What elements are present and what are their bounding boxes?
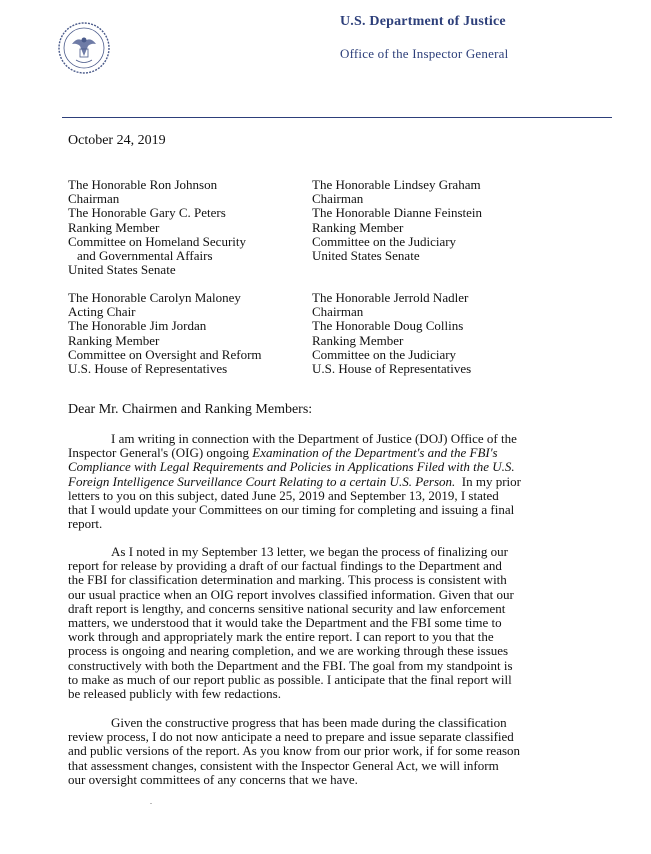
report-title-run: Examination of the Department's and the FBI's [252, 445, 498, 461]
scan-speck [150, 803, 152, 804]
paragraph-line: Given the constructive progress that has been made during the classification [111, 715, 507, 730]
paragraph-line: constructively with both the Department and the FBI. The goal from my standpoint is [68, 657, 513, 673]
addressee-line: The Honorable Jim Jordan [68, 318, 207, 334]
addressee-block-house-judiciary [312, 291, 471, 376]
addressee-line: Chairman [312, 304, 364, 320]
paragraph-line: and public versions of the report. As you know from our prior work, if for some reason [68, 743, 521, 759]
addressee-line: Ranking Member [312, 332, 404, 348]
doj-seal-icon [58, 22, 110, 74]
paragraph-line: our oversight committees of any concerns that we have. [68, 771, 358, 787]
addressee-line: United States Senate [68, 262, 176, 278]
addressee-line: Committee on the Judiciary [312, 233, 457, 249]
paragraph-line: review process, I do not now anticipate a need to prepare and issue separate classified [68, 729, 514, 745]
body-paragraph-1 [68, 432, 568, 531]
addressee-line: U.S. House of Representatives [312, 361, 472, 377]
paragraph-line: work through and appropriately mark the entire report. I can report to you that the [68, 629, 494, 645]
paragraph-line: report for release by providing a draft of our factual findings to the Department and [68, 558, 502, 574]
addressee-line: Ranking Member [312, 219, 404, 235]
paragraph-line: I am writing in connection with the Department of Justice (DOJ) Office of the [111, 431, 517, 446]
paragraph-line: matters, we understood that it would take the Department and the FBI some time to [68, 615, 502, 631]
addressee-line: Chairman [68, 191, 120, 207]
addressee-line: United States Senate [312, 248, 420, 264]
addressee-line: Chairman [312, 191, 364, 207]
addressee-line: and Governmental Affairs [77, 248, 213, 264]
addressee-line: The Honorable Ron Johnson [68, 177, 218, 192]
addressee-line: The Honorable Lindsey Graham [312, 177, 481, 192]
addressee-line: Acting Chair [68, 304, 136, 320]
paragraph-line: process is ongoing and nearing completion, and we are working through these issues [68, 643, 509, 659]
paragraph-line: to make as much of our report public as possible. I anticipate that the final report will [68, 671, 512, 687]
addressee-line: The Honorable Carolyn Maloney [68, 290, 241, 305]
paragraph-line [68, 475, 568, 489]
salutation: Dear Mr. Chairmen and Ranking Members: [68, 402, 313, 417]
addressee-line: Committee on the Judiciary [312, 346, 457, 362]
paragraph-line: letters to you on this subject, dated June 25, 2019 and September 13, 2019, I stated [68, 487, 499, 503]
report-title-line: Compliance with Legal Requirements and Policies in Applications Filed with the U.S. [68, 459, 515, 475]
addressee-line: Committee on Oversight and Reform [68, 346, 262, 362]
letter-date: October 24, 2019 [68, 133, 166, 148]
report-title-run: Foreign Intelligence Surveillance Court Relating to a certain U.S. Person. [68, 473, 456, 489]
addressee-block-senate-judiciary [312, 178, 482, 263]
addressee-line: U.S. House of Representatives [68, 361, 228, 377]
body-paragraph-3 [68, 716, 568, 787]
addressee-line: The Honorable Jerrold Nadler [312, 290, 469, 305]
paragraph-line: the FBI for classification determination and marking. This process is consistent with [68, 572, 507, 588]
paragraph-line: report. [68, 516, 103, 532]
addressee-line: The Honorable Doug Collins [312, 318, 464, 334]
body-paragraph-2 [68, 545, 568, 701]
addressee-line: Ranking Member [68, 332, 160, 348]
header-divider [62, 117, 612, 118]
addressee-line: Committee on Homeland Security [68, 233, 246, 249]
text-run: In my prior [455, 473, 521, 489]
addressee-line: The Honorable Gary C. Peters [68, 205, 226, 221]
paragraph-line: that assessment changes, consistent with the Inspector General Act, we will inform [68, 757, 499, 773]
paragraph-line: be released publicly with few redactions. [68, 686, 281, 702]
addressee-block-house-oversight [68, 291, 262, 376]
paragraph-line: draft report is lengthy, and concerns sensitive national security and law enforcement [68, 600, 506, 616]
paragraph-line: our usual practice when an OIG report involves classified information. Given that our [68, 586, 514, 602]
addressee-block-senate-hsgac [68, 178, 246, 277]
paragraph-line [68, 446, 568, 460]
paragraph-line: that I would update your Committees on our timing for completing and issuing a final [68, 502, 515, 518]
agency-name: U.S. Department of Justice [340, 14, 506, 29]
paragraph-line: As I noted in my September 13 letter, we began the process of finalizing our [111, 544, 508, 559]
text-run: Inspector General's (OIG) ongoing [68, 445, 253, 461]
addressee-line: Ranking Member [68, 219, 160, 235]
office-name: Office of the Inspector General [340, 46, 509, 61]
addressee-line: The Honorable Dianne Feinstein [312, 205, 483, 221]
